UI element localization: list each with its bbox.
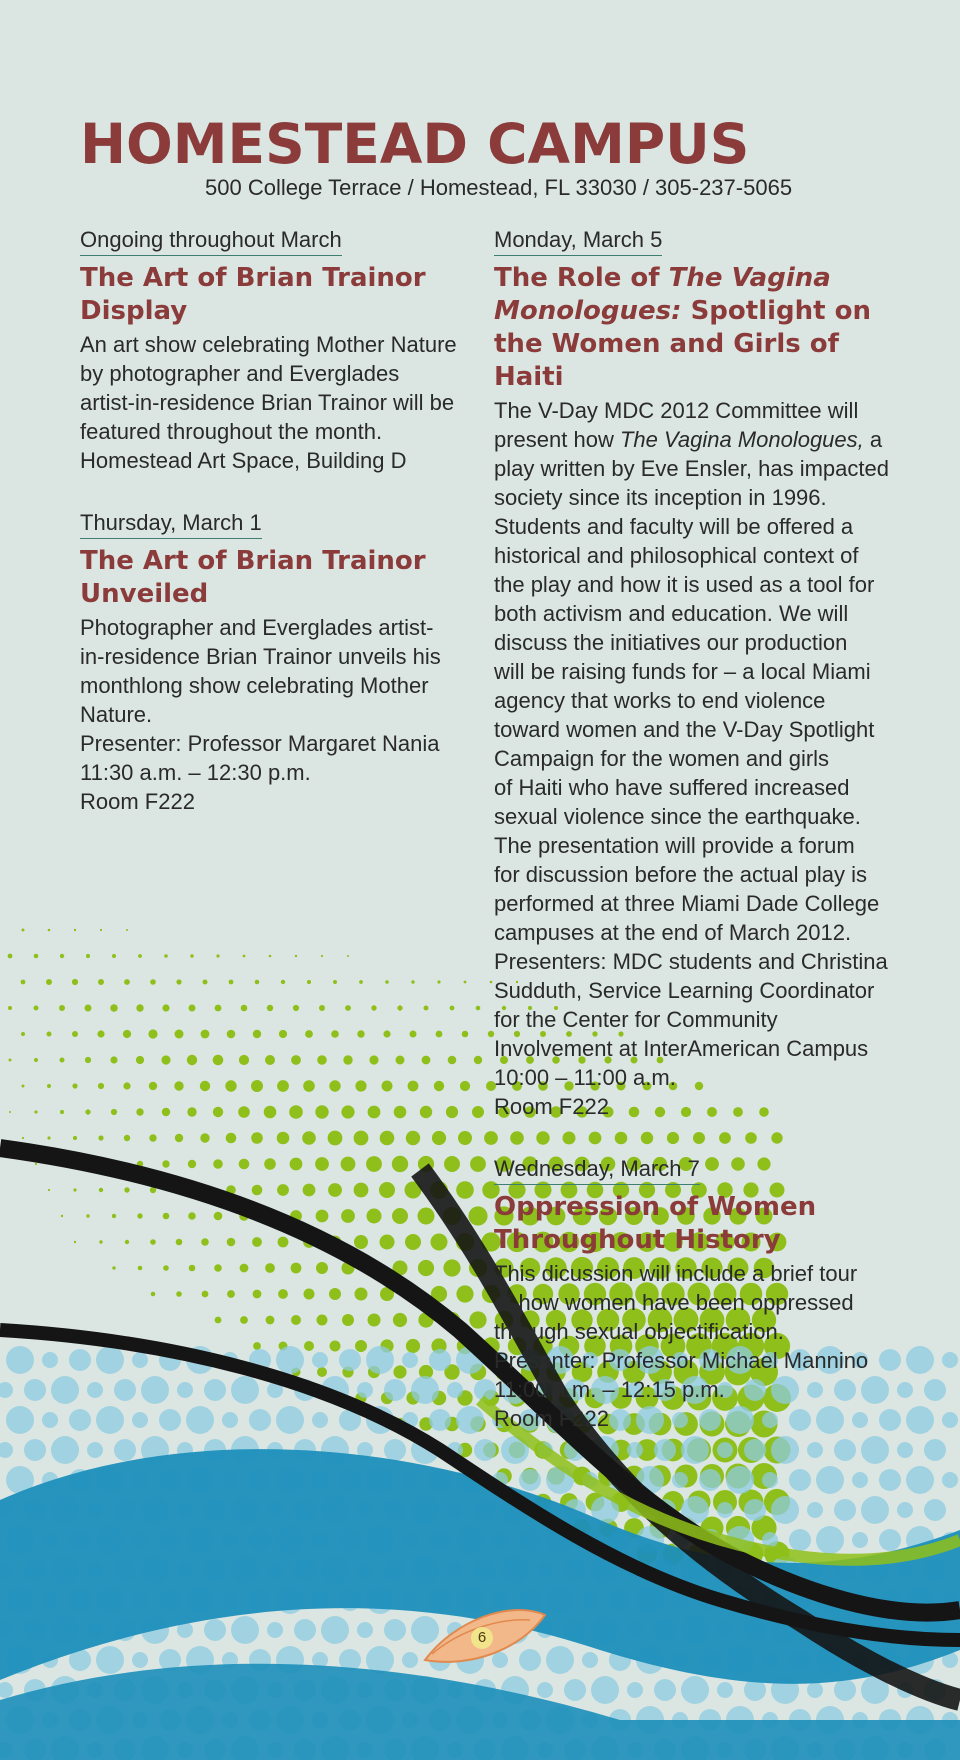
- event-location: Homestead Art Space, Building D: [80, 448, 407, 473]
- event-text-line: will be raising funds for – a local Miami: [494, 659, 871, 684]
- right-column: [494, 226, 894, 1467]
- event-text-line: Campaign for the women and girls: [494, 746, 830, 771]
- text-part: present how: [494, 427, 620, 452]
- event-text-line: featured throughout the month.: [80, 419, 383, 444]
- event-title-line: Throughout History: [494, 1225, 781, 1255]
- event-presenter: Involvement at InterAmerican Campus: [494, 1036, 869, 1061]
- text-italic: The Vagina Monologues,: [619, 427, 864, 452]
- event-description: [494, 396, 894, 1121]
- campus-title: HOMESTEAD CAMPUS: [80, 112, 750, 176]
- event-text-line: agency that works to end violence: [494, 688, 826, 713]
- event-text-line: discuss the initiatives our production: [494, 630, 848, 655]
- text-part: a: [863, 427, 883, 452]
- event-text-line: sexual violence since the earthquake.: [494, 804, 861, 829]
- event-description: [80, 613, 480, 816]
- event-title-italic: The Vagina: [668, 263, 831, 293]
- event-title: [80, 545, 480, 611]
- event-presenter: Presenters: MDC students and Christina: [494, 949, 888, 974]
- event-date: Ongoing throughout March: [80, 226, 342, 256]
- event-text-line: The V-Day MDC 2012 Committee will: [494, 398, 859, 423]
- event-title-line: Oppression of Women: [494, 1192, 817, 1222]
- event-presenter: Presenter: Professor Margaret Nania: [80, 731, 440, 756]
- event-date: Wednesday, March 7: [494, 1155, 700, 1185]
- event-text-line: monthlong show celebrating Mother: [80, 673, 429, 698]
- left-column: [80, 226, 480, 850]
- event-presenter: Sudduth, Service Learning Coordinator: [494, 978, 875, 1003]
- event-text-line: both activism and education. We will: [494, 601, 849, 626]
- event-text-line: artist-in-residence Brian Trainor will be: [80, 390, 455, 415]
- event-text-line: campuses at the end of March 2012.: [494, 920, 852, 945]
- event-title-line: Unveiled: [80, 579, 209, 609]
- event-text-line: performed at three Miami Dade College: [494, 891, 880, 916]
- campus-address: 500 College Terrace / Homestead, FL 33030 / 305-237-5065: [205, 175, 793, 200]
- event-oppression-of-women: [494, 1155, 894, 1433]
- event-room: Room F222: [494, 1094, 609, 1119]
- event-text-line: This dicussion will include a brief tour: [494, 1261, 858, 1286]
- page-number: 6: [471, 1627, 493, 1649]
- event-time: 11:30 a.m. – 12:30 p.m.: [80, 760, 311, 785]
- event-text-line: in-residence Brian Trainor unveils his: [80, 644, 441, 669]
- event-text-line: [494, 425, 894, 454]
- event-description: [80, 330, 480, 475]
- event-date: Thursday, March 1: [80, 509, 262, 539]
- event-title: [80, 262, 480, 328]
- event-text-line: The presentation will provide a forum: [494, 833, 855, 858]
- event-text-line: of Haiti who have suffered increased: [494, 775, 850, 800]
- event-text-line: historical and philosophical context of: [494, 543, 859, 568]
- event-title: [494, 1191, 894, 1257]
- event-vagina-monologues: [494, 226, 894, 1121]
- event-time: 11:00 a.m. – 12:15 p.m.: [494, 1377, 725, 1402]
- event-text-line: Nature.: [80, 702, 153, 727]
- event-title-line: The Art of Brian Trainor: [80, 546, 426, 576]
- event-text-line: Students and faculty will be offered a: [494, 514, 854, 539]
- event-title-line: the Women and Girls of Haiti: [494, 329, 839, 392]
- event-text-line: toward women and the V-Day Spotlight: [494, 717, 875, 742]
- event-text-line: for discussion before the actual play is: [494, 862, 867, 887]
- event-title-part: The Role of: [494, 263, 669, 293]
- event-text-line: of how women have been oppressed: [494, 1290, 854, 1315]
- event-text-line: Photographer and Everglades artist-: [80, 615, 434, 640]
- event-title-italic: Monologues:: [494, 296, 682, 326]
- event-text-line: An art show celebrating Mother Nature: [80, 332, 457, 357]
- event-title-line: The Art of Brian Trainor Display: [80, 263, 426, 326]
- event-presenter: for the Center for Community: [494, 1007, 778, 1032]
- event-room: Room F222: [80, 789, 195, 814]
- event-title-part: Spotlight on: [681, 296, 871, 326]
- event-text-line: society since its inception in 1996.: [494, 485, 827, 510]
- event-title: [494, 262, 894, 394]
- event-presenter: Presenter: Professor Michael Mannino: [494, 1348, 869, 1373]
- event-art-unveiled: [80, 509, 480, 816]
- event-art-display: [80, 226, 480, 475]
- event-text-line: play written by Eve Ensler, has impacted: [494, 456, 889, 481]
- event-text-line: by photographer and Everglades: [80, 361, 400, 386]
- event-text-line: through sexual objectification.: [494, 1319, 784, 1344]
- event-date: Monday, March 5: [494, 226, 662, 256]
- event-time: 10:00 – 11:00 a.m.: [494, 1065, 676, 1090]
- event-description: [494, 1259, 894, 1433]
- event-text-line: the play and how it is used as a tool for: [494, 572, 875, 597]
- event-room: Room F222: [494, 1406, 609, 1431]
